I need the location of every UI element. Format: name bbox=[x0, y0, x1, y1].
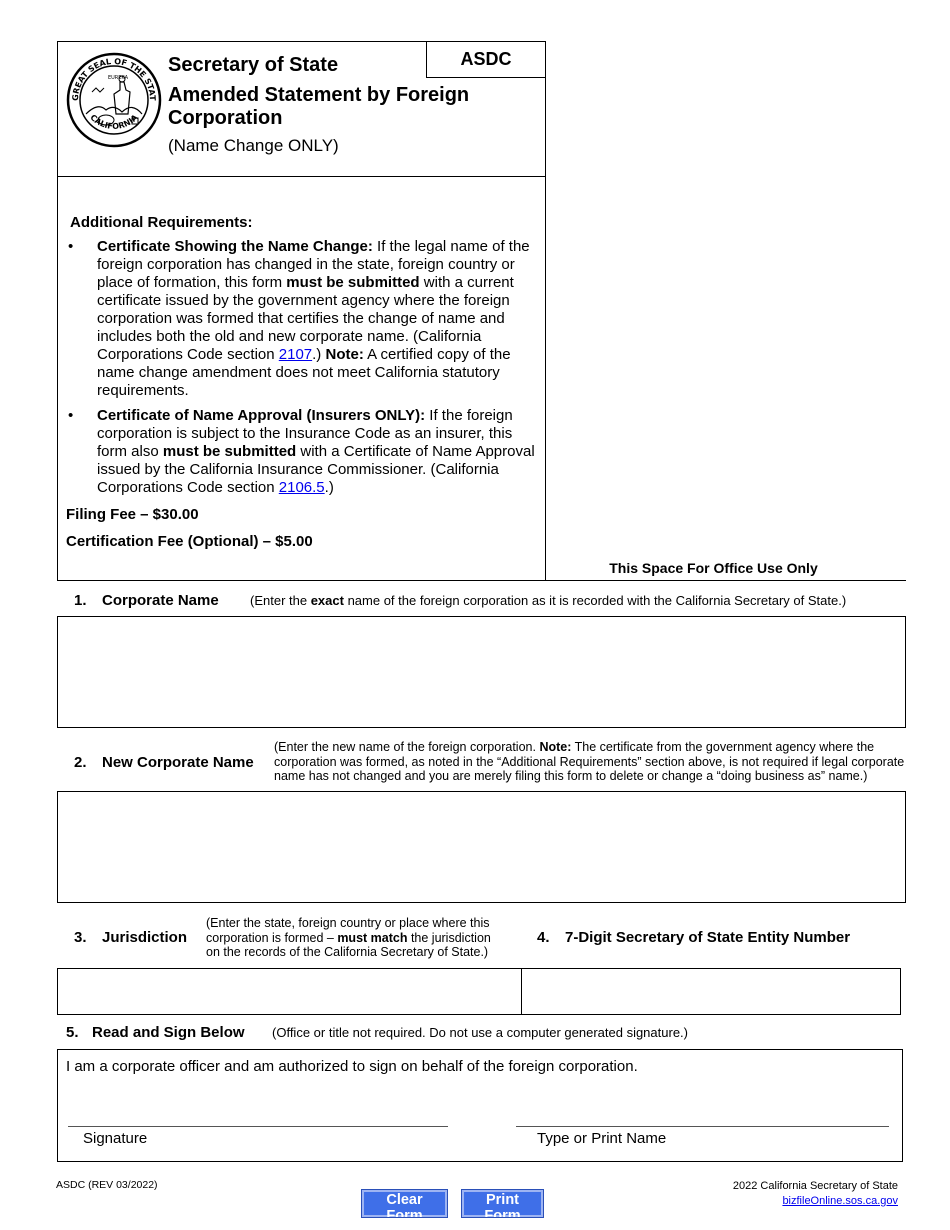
header-divider bbox=[57, 176, 546, 177]
section-3-instructions: (Enter the state, foreign country or place where this corporation is formed – must match the jurisdiction on the records of the California Secretary of State.) bbox=[206, 916, 491, 959]
print-name-line[interactable] bbox=[516, 1126, 889, 1127]
requirement-name-approval: Certificate of Name Approval (Insurers ONLY): If the foreign corporation is subject to the Insurance Code as an insurer, this form also must be submitted with a Certificate of Name Approval issued by the California Insurance Commissioner. (California Corporations Code section 2106.5.) bbox=[97, 407, 535, 496]
section-2-number: 2. bbox=[74, 754, 87, 771]
entity-number-field[interactable] bbox=[521, 968, 901, 1015]
section-5-number: 5. bbox=[66, 1024, 79, 1041]
office-use-divider bbox=[546, 580, 906, 581]
copyright: 2022 California Secretary of State bbox=[732, 1180, 898, 1192]
code-2107-link[interactable]: 2107 bbox=[278, 346, 313, 363]
corporate-name-field[interactable] bbox=[57, 616, 906, 728]
requirement-name-change: Certificate Showing the Name Change: If the legal name of the foreign corporation has changed in the state, foreign country or place of formation, this form must be submitted with a current certificate issued by the government agency where the foreign corporation was formed that certifies the change of name and includes both the old and new corporate name. (California Corporations Code section 2107.) Note: A certified copy of the name change amendment does not meet California statutory requirements. bbox=[97, 238, 530, 399]
section-2-title: New Corporate Name bbox=[102, 754, 254, 771]
svg-text:THE GREAT SEAL OF THE STATE OF: GREAT SEAL OF THE STAT bbox=[70, 56, 158, 102]
bullet-icon: • bbox=[68, 238, 74, 255]
section-3-title: Jurisdiction bbox=[102, 929, 188, 946]
new-corporate-name-field[interactable] bbox=[57, 791, 906, 903]
print-name-label: Type or Print Name bbox=[537, 1130, 667, 1147]
section-4-number: 4. bbox=[537, 929, 550, 946]
section-2-instructions: (Enter the new name of the foreign corporation. Note: The certificate from the government agency where the corporation was formed, as noted in the “Additional Requirements” section above, is not required if legal corporate name has not changed and you are merely filing this form to delete or change a “doing business as” name.) bbox=[274, 740, 905, 783]
clear-form-button[interactable]: Clear Form bbox=[362, 1190, 447, 1217]
filing-fee: Filing Fee – $30.00 bbox=[66, 506, 199, 523]
agency-name: Secretary of State bbox=[168, 54, 339, 76]
form-code: ASDC bbox=[426, 41, 546, 78]
section-5-title: Read and Sign Below bbox=[92, 1024, 245, 1041]
section-1-instructions: (Enter the exact name of the foreign corporation as it is recorded with the California Secretary of State.) bbox=[250, 593, 847, 608]
svg-text:EUREKA: EUREKA bbox=[107, 75, 129, 81]
bizfile-link[interactable] bbox=[650, 1195, 898, 1207]
certification-fee: Certification Fee (Optional) – $5.00 bbox=[66, 533, 313, 550]
signature-line[interactable] bbox=[68, 1126, 448, 1127]
officer-statement: I am a corporate officer and am authorized to sign on behalf of the foreign corporation. bbox=[66, 1058, 638, 1075]
additional-requirements-heading: Additional Requirements: bbox=[70, 214, 253, 231]
signature-label: Signature bbox=[83, 1130, 148, 1147]
office-use-label: This Space For Office Use Only bbox=[609, 560, 818, 576]
svg-text:CALIFORNIA: CALIFORNIA bbox=[88, 112, 140, 131]
state-seal-icon bbox=[66, 52, 162, 148]
form-subtitle: (Name Change ONLY) bbox=[168, 136, 339, 155]
section-4-title: 7-Digit Secretary of State Entity Number bbox=[565, 929, 851, 946]
code-2106-5-link[interactable]: 2106.5 bbox=[278, 479, 325, 496]
section-1-number: 1. bbox=[74, 592, 87, 609]
bullet-icon: • bbox=[68, 407, 74, 424]
section-3-number: 3. bbox=[74, 929, 87, 946]
section-5-instructions: (Office or title not required. Do not use a computer generated signature.) bbox=[272, 1025, 688, 1040]
bizfile-link-text[interactable]: bizfileOnline.sos.ca.gov bbox=[782, 1195, 898, 1207]
form-revision: ASDC (REV 03/2022) bbox=[56, 1179, 158, 1191]
print-form-button[interactable]: Print Form bbox=[462, 1190, 543, 1217]
section-1-title: Corporate Name bbox=[102, 592, 219, 609]
jurisdiction-field[interactable] bbox=[57, 968, 522, 1015]
form-title: Amended Statement by Foreign Corporation bbox=[168, 84, 470, 129]
